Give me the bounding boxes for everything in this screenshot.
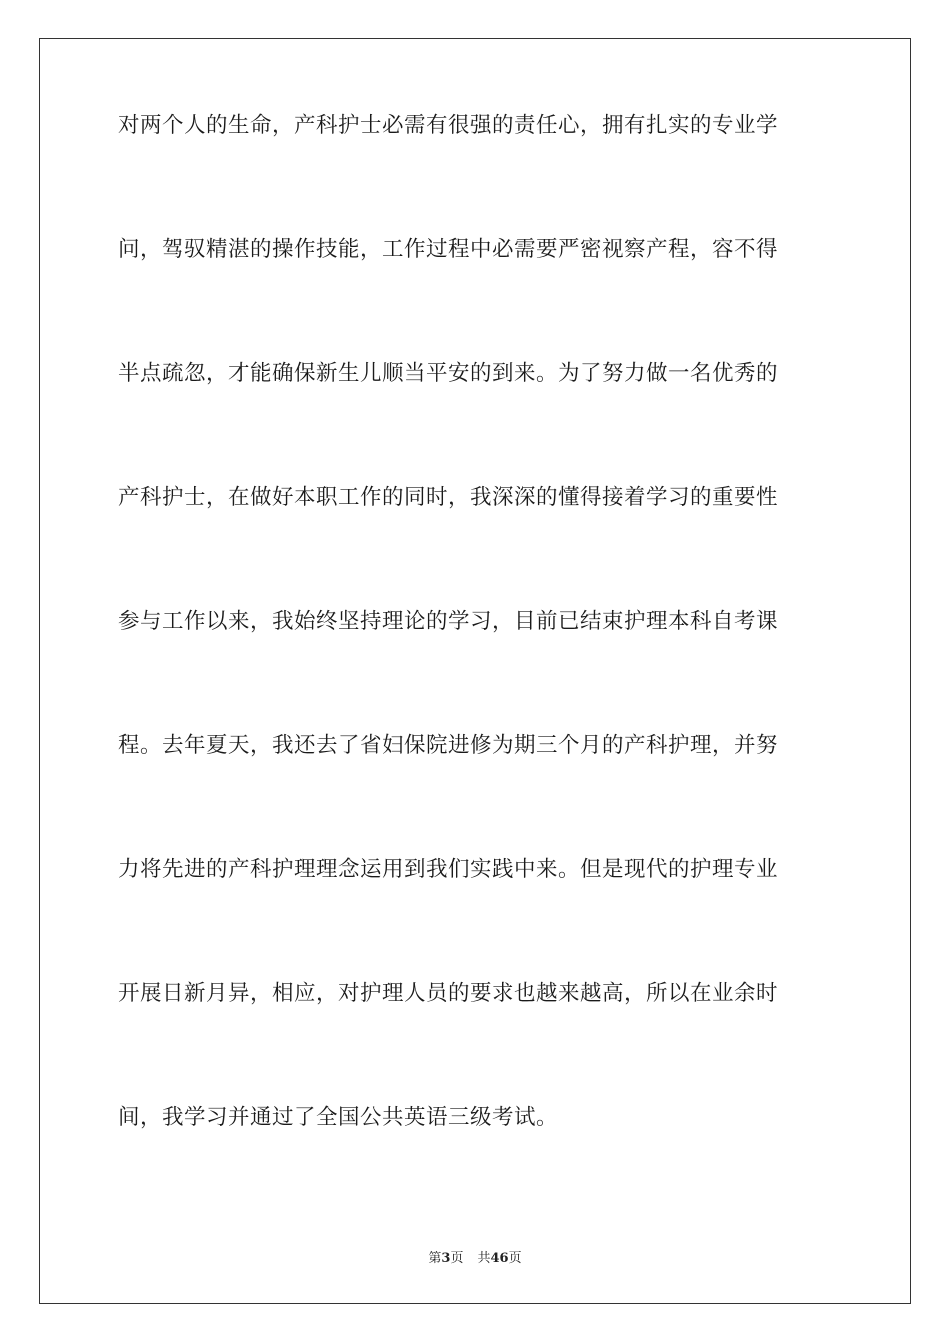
page-number: 3	[441, 1251, 451, 1266]
total-pages: 46	[490, 1251, 509, 1266]
text-line-3: 半点疏忽，才能确保新生儿顺当平安的到来。为了努力做一名优秀的	[118, 361, 779, 386]
text-line-1: 对两个人的生命，产科护士必需有很强的责任心，拥有扎实的专业学	[118, 113, 779, 138]
page-footer	[0, 1247, 950, 1266]
document-body	[118, 113, 832, 1242]
text-line-6: 程。去年夏天，我还去了省妇保院进修为期三个月的产科护理，并努	[118, 733, 779, 758]
text-line-4: 产科护士，在做好本职工作的同时，我深深的懂得接着学习的重要性	[118, 485, 779, 510]
total-prefix: 共	[477, 1251, 491, 1266]
text-line-8: 开展日新月异，相应，对护理人员的要求也越来越高，所以在业余时	[118, 981, 779, 1006]
text-line-2: 问，驾驭精湛的操作技能，工作过程中必需要严密视察产程，容不得	[118, 237, 779, 262]
page-prefix: 第	[428, 1251, 442, 1266]
text-line-5: 参与工作以来，我始终坚持理论的学习，目前已结束护理本科自考课	[118, 609, 779, 634]
total-suffix: 页	[508, 1251, 522, 1266]
text-line-7: 力将先进的产科护理理念运用到我们实践中来。但是现代的护理专业	[118, 857, 779, 882]
text-line-9: 间，我学习并通过了全国公共英语三级考试。	[118, 1105, 559, 1130]
page-suffix: 页	[450, 1251, 464, 1266]
